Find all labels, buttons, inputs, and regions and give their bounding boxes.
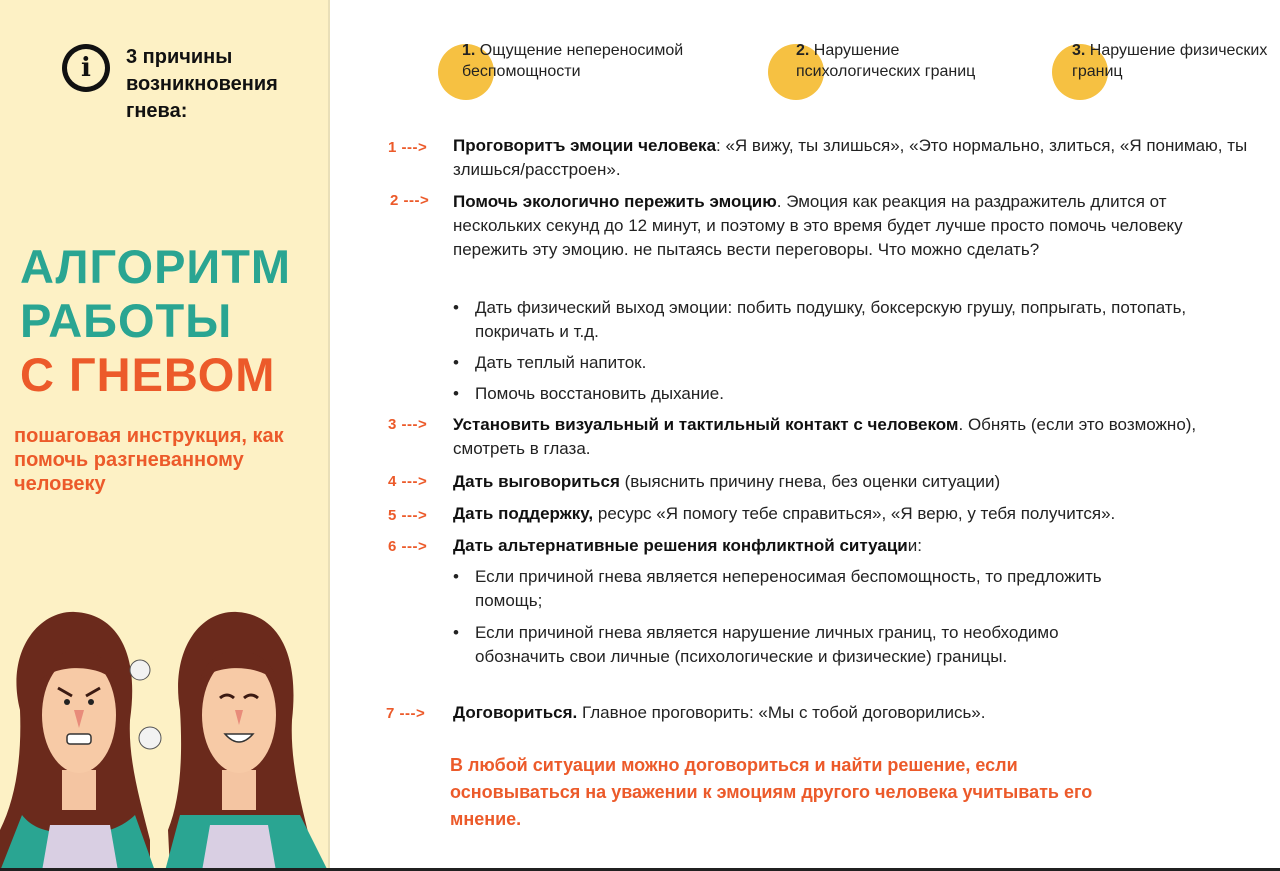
step-title: Договориться. (453, 703, 578, 722)
bullet-text: Если причиной гнева является непереносимая беспомощность, то предложить помощь; (475, 567, 1102, 610)
step-text (453, 470, 1253, 494)
step-6-bullet-2 (453, 621, 1093, 669)
step-2-bullet-3 (453, 382, 1253, 406)
title-line-2: РАБОТЫ (20, 294, 233, 347)
bullet-text: Помочь восстановить дыхание. (475, 384, 724, 403)
bullet-dot: • (453, 623, 459, 642)
step-arrow: 2 ---> (390, 192, 430, 209)
step-title: Установить визуальный и тактильный контакт с человеком (453, 415, 959, 434)
step-text (453, 190, 1253, 262)
women-illustration (0, 610, 328, 871)
step-body: и: (907, 536, 922, 555)
info-icon: i (62, 44, 110, 92)
cause-text: Нарушение физических границ (1072, 42, 1268, 80)
step-title: Помочь экологично пережить эмоцию (453, 192, 777, 211)
step-text (453, 701, 1253, 725)
happy-woman-illustration (165, 612, 328, 871)
angry-woman-illustration (0, 612, 161, 871)
step-title: Дать поддержку, (453, 504, 594, 523)
step-arrow: 6 ---> (388, 538, 428, 555)
step-text (453, 413, 1253, 461)
title-line-1: АЛГОРИТМ (20, 240, 292, 293)
cause-item-3 (1052, 40, 1268, 82)
step-title: Дать выговориться (453, 472, 620, 491)
step-arrow: 7 ---> (386, 705, 426, 722)
page-subtitle: пошаговая инструкция, как помочь разгневанному человеку (14, 425, 284, 495)
step-text (453, 534, 1253, 558)
step-arrow: 1 ---> (388, 139, 428, 156)
step-title: Проговоритъ эмоции человека (453, 136, 717, 155)
bullet-dot: • (453, 567, 459, 586)
step-body: Главное проговорить: «Мы с тобой договорились». (577, 703, 986, 722)
bullet-dot: • (453, 298, 459, 317)
step-2-bullet-1 (453, 296, 1253, 344)
step-body: (выяснить причину гнева, без оценки ситуации) (619, 472, 1001, 491)
bullet-dot: • (453, 353, 459, 372)
left-panel (0, 0, 328, 871)
cause-number: 1. (462, 42, 476, 59)
cause-number: 3. (1072, 42, 1086, 59)
step-body: ресурс «Я помогу тебе справиться», «Я верю, у тебя получится». (593, 504, 1116, 523)
step-text (453, 134, 1253, 182)
cause-item-1 (438, 40, 708, 82)
step-title: Дать альтернативные решения конфликтной ситуаци (453, 536, 908, 555)
step-arrow: 4 ---> (388, 473, 428, 490)
cause-text: Ощущение непереносимой беспомощности (462, 42, 684, 80)
bullet-text: Если причиной гнева является нарушение личных границ, то необходимо обозначить свои личные (психологические и физические) границы. (475, 623, 1059, 666)
cause-text: Нарушение психологических границ (796, 42, 976, 80)
cause-number: 2. (796, 42, 810, 59)
step-2-bullet-2 (453, 351, 1253, 375)
final-note: В любой ситуации можно договориться и найти решение, если основываться на уважении к эмоциям другого человека учитывать его мнение. (450, 755, 1093, 829)
bullet-dot: • (453, 384, 459, 403)
step-6-bullet-1 (453, 565, 1173, 613)
step-body: : «Я вижу, ты злишься», «Это нормально, злиться, «Я понимаю, ты злишься/расстроен». (453, 136, 1248, 179)
cause-item-2 (768, 40, 998, 82)
step-body: . Эмоция как реакция на раздражитель длится от нескольких секунд до 12 минут, и поэтому в это время будет лучше просто помочь человеку пережить эту эмоцию. не пытаясь вести переговоры. Что можно сделать? (453, 192, 1183, 259)
causes-heading-block (62, 44, 278, 122)
step-arrow: 3 ---> (388, 416, 428, 433)
page-title (20, 240, 291, 402)
step-text (453, 502, 1253, 526)
title-line-3: С ГНЕВОМ (20, 348, 276, 401)
step-arrow: 5 ---> (388, 507, 428, 524)
bullet-text: Дать физический выход эмоции: побить подушку, боксерскую грушу, попрыгать, потопать, покричать и т.д. (475, 298, 1187, 341)
step-body: . Обнять (если это возможно), смотреть в глаза. (453, 415, 1197, 458)
panel-divider (328, 0, 330, 871)
causes-heading: 3 причины возникновения гнева: (126, 46, 278, 122)
bullet-text: Дать теплый напиток. (475, 353, 647, 372)
